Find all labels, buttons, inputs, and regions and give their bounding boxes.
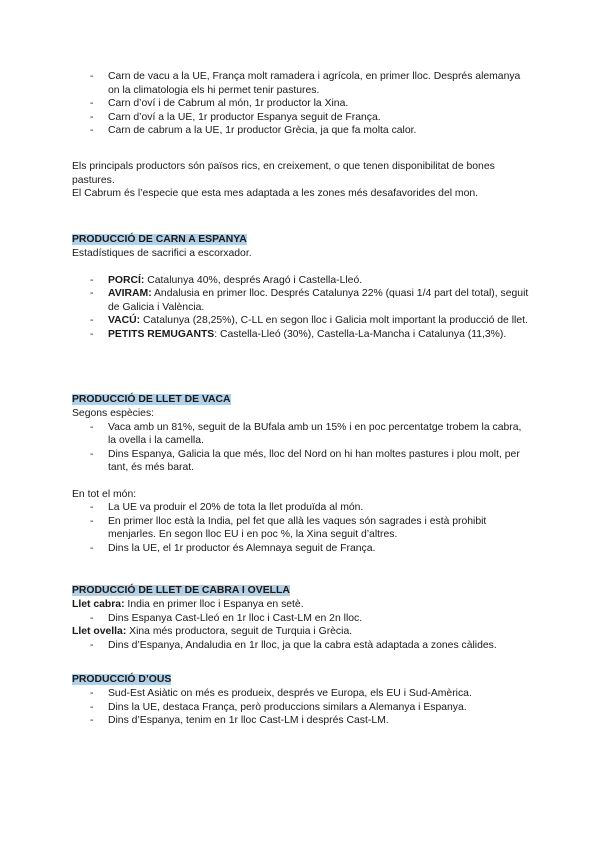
- sheep-list: [72, 639, 532, 653]
- top-list: [72, 70, 532, 138]
- top-list-block: [0, 70, 532, 138]
- section-meat-spain: [0, 233, 532, 341]
- section-intro: Estadístiques de sacrifici a escorxador.: [72, 248, 252, 259]
- list-item: - Sud-Est Asiàtic on més es produeix, després ve Europa, els EU i Sud-Amèrica.: [72, 687, 532, 701]
- section-intro: En tot el món:: [72, 488, 137, 500]
- meat-list: [72, 274, 532, 342]
- list-item: - Dins Espanya, Galicia la que més, lloc del Nord on hi han moltes pastures i plou molt, per tant, és més barat.: [72, 448, 532, 475]
- goat-line: Llet cabra: India en primer lloc i Espanya en setè.: [72, 599, 304, 610]
- list-item: - Dins la UE, el 1r productor és Alemnaya seguit de França.: [72, 542, 532, 556]
- list-item: - Vaca amb un 81%, seguit de la BUfala amb un 15% i en poc percentatge trobem la cabra, la ovella i la camella.: [72, 421, 532, 448]
- species-list: [72, 421, 532, 475]
- list-item: - Dins Espanya Cast-Lleó en 1r lloc i Cast-LM en 2n lloc.: [72, 612, 532, 626]
- paragraph: El Cabrum és l’especie que esta mes adaptada a les zones més desafavorides del mon.: [72, 188, 479, 199]
- sheep-line: Llet ovella: Xina més productora, seguit de Turquia i Grècia.: [72, 626, 353, 637]
- eggs-list: [72, 687, 532, 728]
- section-eggs: [0, 673, 532, 728]
- list-item: - Carn de cabrum a la UE, 1r productor Grècia, ja que fa molta calor.: [72, 124, 532, 138]
- list-item: - Carn de vacu a la UE, França molt ramadera i agrícola, en primer lloc. Després alemanya on la climatologia els hi permet tenir pastures.: [72, 70, 532, 97]
- list-item: - PETITS REMUGANTS: Castella-Lleó (30%), Castella-La-Mancha i Catalunya (11,3%).: [72, 328, 532, 342]
- section-heading: PRODUCCIÓ DE LLET DE VACA: [72, 394, 231, 405]
- intro-paragraphs: [0, 160, 532, 201]
- list-item: - VACÚ: Catalunya (28,25%), C-LL en segon lloc i Galicia molt important la producció de llet.: [72, 314, 532, 328]
- list-item: - Dins d’Espanya, Andaludia en 1r lloc, ja que la cabra està adaptada a zones càlides.: [72, 639, 532, 653]
- section-heading: PRODUCCIÓ D’OUS: [72, 674, 172, 685]
- section-cow-milk: [0, 393, 532, 555]
- section-heading: PRODUCCIÓ DE CARN A ESPANYA: [72, 234, 247, 245]
- list-item: - En primer lloc està la India, pel fet que allà les vaques són sagrades i està prohibit menjarles. En segon lloc EU i en poc %, la Xina seguit d’altres.: [72, 515, 532, 542]
- section-heading: PRODUCCIÓ DE LLET DE CABRA I OVELLA: [72, 585, 290, 596]
- section-intro: Segons espècies:: [72, 408, 155, 419]
- goat-list: [72, 612, 532, 626]
- paragraph: Els principals productors són països rics, en creixement, o que tenen disponibilitat de bones pastures.: [72, 161, 495, 186]
- list-item: - PORCÍ: Catalunya 40%, després Aragó i Castella-Lleó.: [72, 274, 532, 288]
- list-item: - Carn d’oví i de Cabrum al món, 1r productor la Xina.: [72, 97, 532, 111]
- list-item: - Dins la UE, destaca França, però produccions similars a Alemanya i Espanya.: [72, 701, 532, 715]
- list-item: - Dins d’Espanya, tenim en 1r lloc Cast-LM i després Cast-LM.: [72, 714, 532, 728]
- list-item: - La UE va produir el 20% de tota la llet produïda al món.: [72, 501, 532, 515]
- list-item: - AVIRAM: Andalusia en primer lloc. Després Catalunya 22% (quasi 1/4 part del total), seguit de Galicia i València.: [72, 287, 532, 314]
- list-item: - Carn d’oví a la UE, 1r productor Espanya seguit de França.: [72, 111, 532, 125]
- world-list: [72, 501, 532, 555]
- section-goat-sheep-milk: [0, 584, 532, 652]
